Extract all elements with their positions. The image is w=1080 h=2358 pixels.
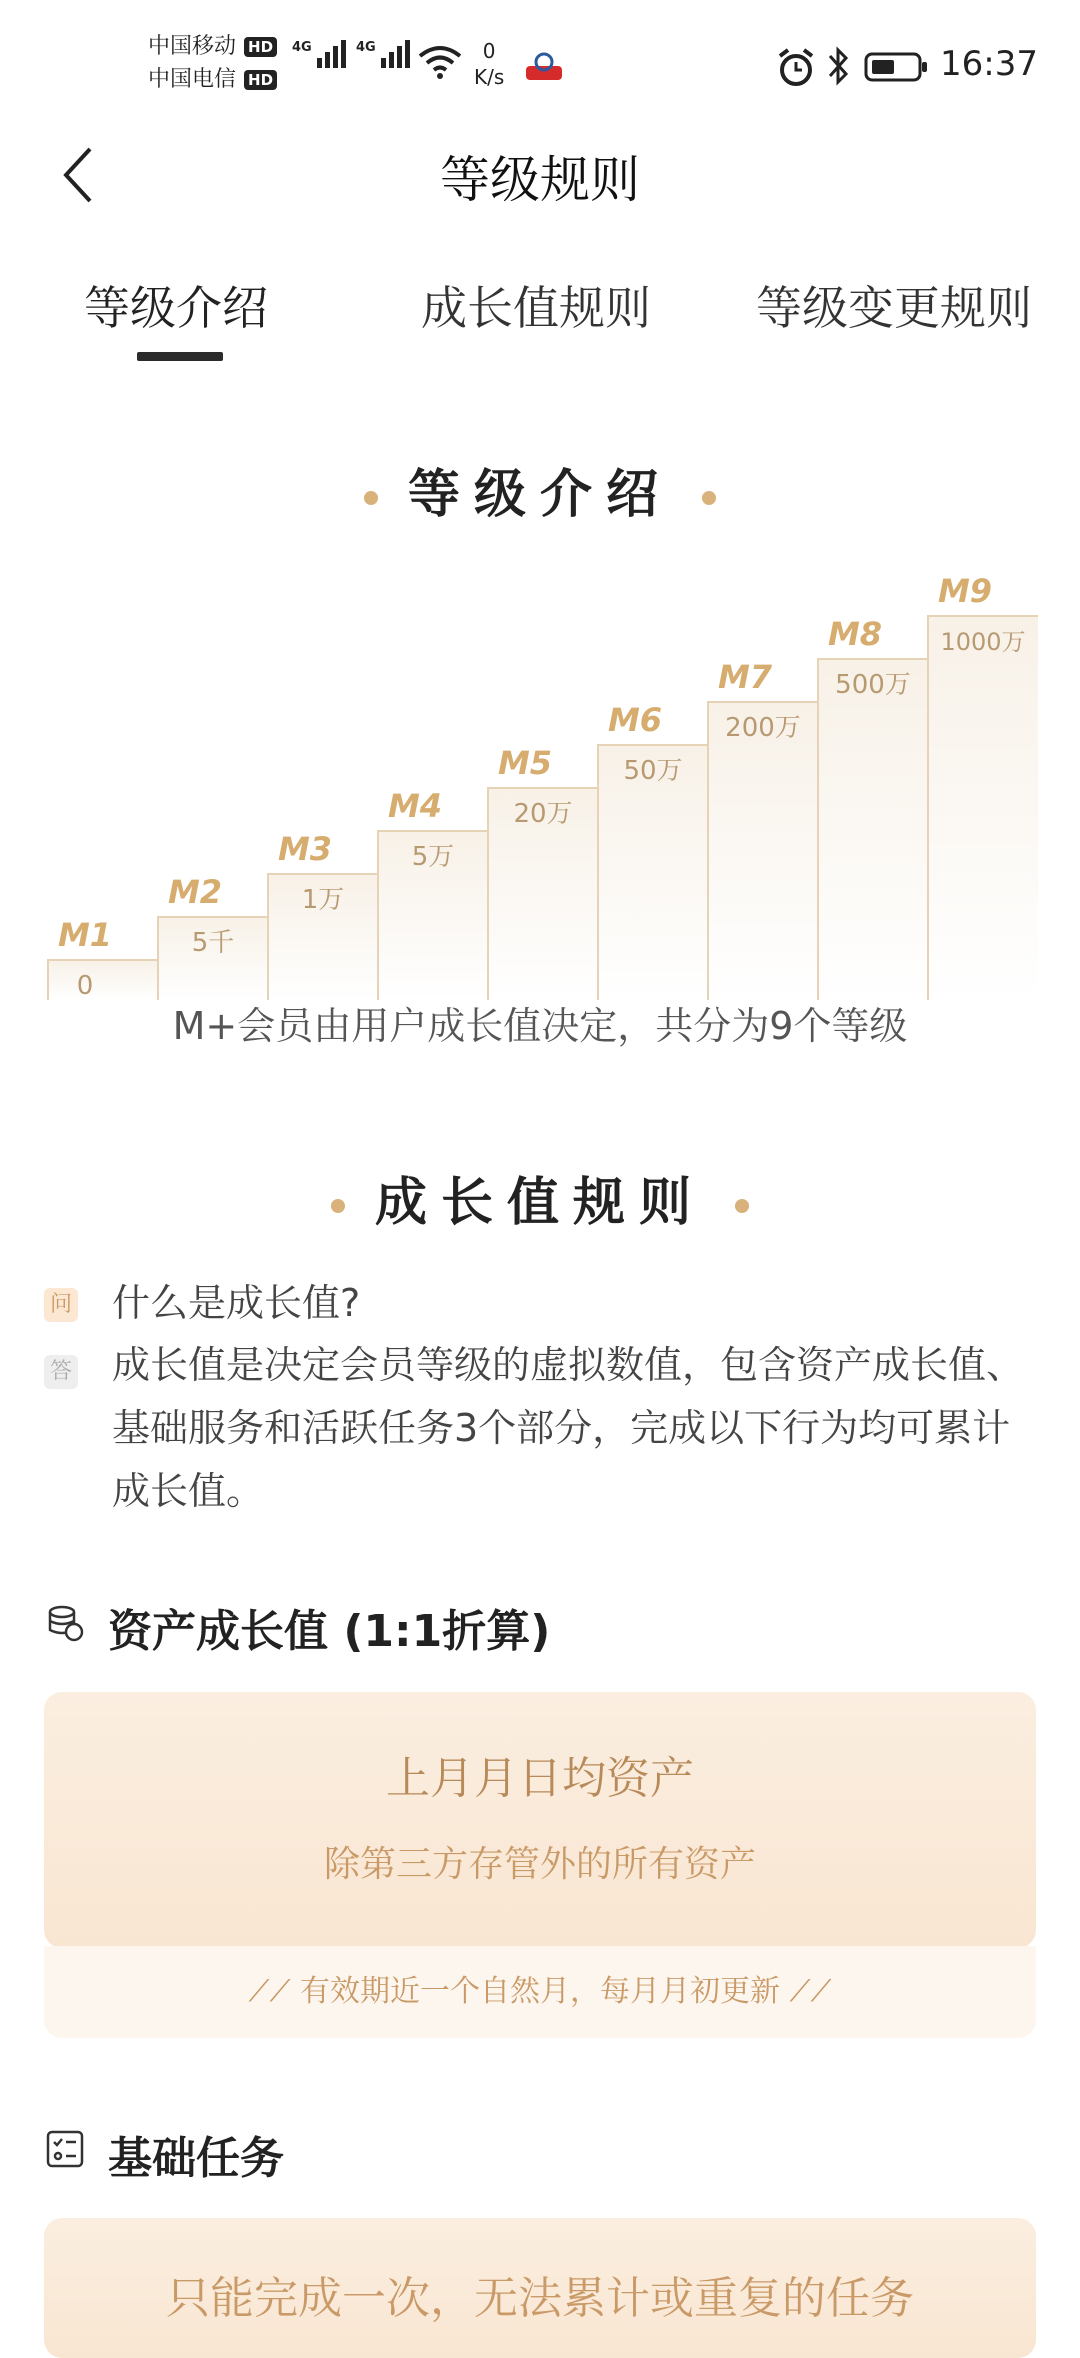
level-name: M6	[607, 701, 663, 739]
level-threshold: 200万	[725, 713, 801, 743]
level-step	[48, 960, 158, 1000]
tab-growth-rules[interactable]: 成长值规则	[421, 281, 651, 335]
level-threshold: 1000万	[940, 628, 1026, 656]
asset-footnote: ⟋⟋ 有效期近一个自然月，每月月初更新 ⟋⟋	[44, 1946, 1036, 2038]
tab-level-change-rules[interactable]: 等级变更规则	[756, 281, 1032, 335]
level-threshold: 5万	[411, 842, 455, 872]
level-name: M8	[827, 615, 883, 653]
level-staircase-chart	[40, 540, 1040, 1000]
hd-badge: HD	[244, 37, 277, 57]
level-threshold: 20万	[513, 799, 573, 829]
decor-slash-icon: ⟋⟋	[248, 1974, 300, 2009]
level-step	[708, 702, 818, 1000]
level-threshold: 50万	[623, 756, 683, 786]
decor-slash-icon: ⟋⟋	[780, 1974, 832, 2009]
asset-card-subtitle: 除第三方存管外的所有资产	[323, 1844, 756, 1885]
app-notification-icon	[526, 52, 562, 82]
hd-badge: HD	[244, 70, 277, 90]
basic-tasks-title: 基础任务	[108, 2133, 284, 2184]
level-name: M3	[277, 830, 333, 868]
page-title: 等级规则	[440, 151, 640, 209]
level-step	[928, 616, 1038, 1000]
basic-tasks-card-title: 只能完成一次，无法累计或重复的任务	[166, 2273, 914, 2324]
tab-indicator	[137, 352, 223, 361]
tab-level-intro[interactable]: 等级介绍	[84, 281, 268, 335]
basic-tasks-card	[44, 2218, 1036, 2358]
carrier-2: 中国电信	[148, 67, 237, 92]
level-step	[818, 659, 928, 1000]
level-name: M2	[167, 873, 223, 911]
answer-text: 成长值是决定会员等级的虚拟数值，包含资产成长值、基础服务和活跃任务3个部分，完成以下行为均可累计成长值。	[112, 1343, 1025, 1513]
carrier-1: 中国移动	[148, 34, 237, 59]
level-name: M7	[717, 658, 773, 696]
level-name: M9	[937, 572, 993, 610]
asset-card-title: 上月月日均资产	[386, 1753, 694, 1804]
level-threshold: 500万	[835, 670, 911, 700]
asset-growth-title: 资产成长值 (1:1折算)	[108, 1606, 551, 1657]
level-threshold: 5千	[191, 928, 235, 958]
coins-icon	[46, 1604, 84, 1642]
growth-rules-heading: 成长值规则	[0, 1160, 1080, 1235]
battery-icon	[864, 52, 928, 82]
accent-dot	[735, 1199, 749, 1213]
carrier-info	[148, 30, 277, 96]
answer-badge: 答	[44, 1355, 78, 1389]
network-speed: 0 K/s	[474, 39, 505, 89]
level-name: M5	[497, 744, 553, 782]
bluetooth-icon	[826, 46, 852, 86]
level-intro-heading: 等级介绍	[0, 452, 1080, 527]
level-caption: M+会员由用户成长值决定，共分为9个等级	[172, 1004, 908, 1048]
wifi-icon	[418, 44, 462, 80]
signal-icon: 4G	[292, 40, 346, 68]
asset-card	[44, 1692, 1036, 1948]
checklist-icon	[46, 2130, 84, 2168]
status-time: 16:37	[940, 44, 1038, 84]
alarm-icon	[776, 48, 816, 88]
level-name: M4	[387, 787, 443, 825]
status-bar	[0, 0, 1080, 130]
question-badge: 问	[44, 1288, 78, 1322]
accent-dot	[364, 491, 378, 505]
accent-dot	[702, 491, 716, 505]
level-name: M1	[57, 916, 113, 954]
signal-icon: 4G	[356, 40, 410, 68]
accent-dot	[331, 1199, 345, 1213]
level-threshold: 0	[76, 971, 94, 1000]
question-text: 什么是成长值?	[112, 1281, 361, 1325]
level-threshold: 1万	[301, 885, 345, 915]
